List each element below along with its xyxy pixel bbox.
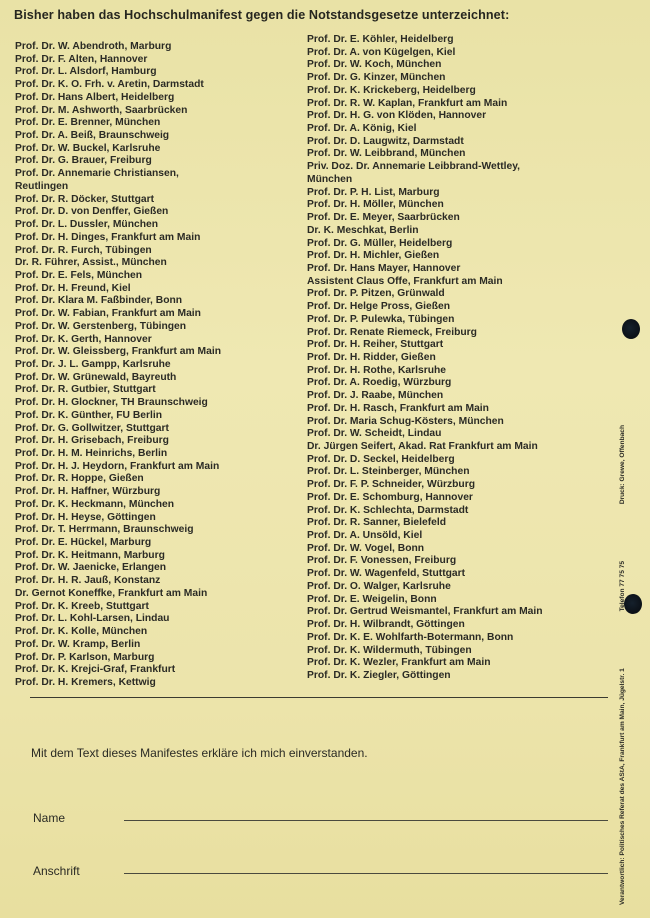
right-signatory-column [307, 34, 607, 683]
signatory-entry: Prof. Dr. Klara M. Faßbinder, Bonn [15, 295, 183, 307]
signatory-entry: Prof. Dr. A. Unsöld, Kiel [307, 530, 423, 542]
signatory-entry: Prof. Dr. L. Kohl-Larsen, Lindau [15, 613, 170, 625]
signatory-entry: Prof. Dr. Maria Schug-Kösters, München [307, 415, 504, 427]
signatory-entry: Prof. Dr. K. E. Wohlfarth-Botermann, Bonn [307, 631, 514, 643]
signatory-entry: Prof. Dr. E. Meyer, Saarbrücken [307, 212, 460, 224]
signatory-entry: Prof. Dr. J. L. Gampp, Karlsruhe [15, 358, 171, 370]
signatory-entry: Prof. Dr. W. Jaenicke, Erlangen [15, 562, 167, 574]
signatory-entry: Prof. Dr. E. Köhler, Heidelberg [307, 34, 454, 45]
signatory-entry: Prof. Dr. M. Ashworth, Saarbrücken [15, 104, 188, 116]
signatory-entry: Prof. Dr. E. Weigelin, Bonn [307, 593, 437, 605]
signatory-entry: Dr. Jürgen Seifert, Akad. Rat Frankfurt am Main [307, 441, 538, 452]
signatory-entry: Prof. Dr. W. Gerstenberg, Tübingen [15, 320, 187, 332]
signatory-entry: Dr. K. Meschkat, Berlin [307, 224, 419, 236]
signatory-entry: Prof. Dr. H. M. Heinrichs, Berlin [15, 448, 168, 459]
signatory-entry: Prof. Dr. K. Heitmann, Marburg [15, 549, 165, 561]
signatory-entry: Prof. Dr. K. Kreeb, Stuttgart [15, 600, 149, 612]
signatory-entry: Prof. Dr. W. Abendroth, Marburg [15, 41, 172, 52]
signatory-entry: Prof. Dr. W. Grünewald, Bayreuth [15, 371, 177, 383]
signatory-entry: Prof. Dr. Annemarie Christiansen, [15, 168, 179, 180]
signatory-entry: Prof. Dr. H. Möller, München [307, 199, 444, 211]
signatory-entry: Prof. Dr. H. Wilbrandt, Göttingen [307, 619, 465, 631]
signatory-entry: Prof. Dr. R. Furch, Tübingen [15, 244, 152, 256]
signatory-entry: Prof. Dr. H. Grisebach, Freiburg [15, 435, 169, 447]
signatory-entry: Prof. Dr. W. Leibbrand, München [307, 148, 466, 160]
signatory-entry: Prof. Dr. G. Kinzer, München [307, 72, 446, 84]
signatory-entry: Assistent Claus Offe, Frankfurt am Main [307, 275, 503, 287]
signatory-entry: Prof. Dr. W. Koch, München [307, 59, 442, 71]
signatory-entry: Prof. Dr. K. Gerth, Hannover [15, 333, 152, 345]
signatory-entry: Prof. Dr. K. Heckmann, München [15, 498, 175, 510]
signatory-entry: Prof. Dr. H. Michler, Gießen [307, 250, 440, 262]
signatory-entry: Prof. Dr. D. Laugwitz, Darmstadt [307, 135, 464, 147]
signatory-entry: Prof. Dr. K. Ziegler, Göttingen [307, 669, 451, 681]
signatory-entry: Prof. Dr. H. Dinges, Frankfurt am Main [15, 231, 201, 243]
signatory-entry: Prof. Dr. Renate Riemeck, Freiburg [307, 326, 477, 338]
signatory-entry: Prof. Dr. H. Freund, Kiel [15, 282, 131, 294]
signatory-entry: Prof. Dr. W. Scheidt, Lindau [307, 428, 442, 440]
signatory-entry: Prof. Dr. K. O. Frh. v. Aretin, Darmstadt [15, 79, 204, 91]
signatory-entry: Prof. Dr. P. Pulewka, Tübingen [307, 313, 455, 325]
signatory-entry: Prof. Dr. W. Buckel, Karlsruhe [15, 142, 161, 154]
signatory-entry: Prof. Dr. A. König, Kiel [307, 123, 417, 135]
heading: Bisher haben das Hochschulmanifest gegen die Notstandsgesetze unterzeichnet: [14, 8, 510, 22]
signatory-entry: Prof. Dr. A. Roedig, Würzburg [307, 377, 452, 389]
signatory-entry: Prof. Dr. A. von Kügelgen, Kiel [307, 46, 456, 58]
signatory-entry: Priv. Doz. Dr. Annemarie Leibbrand-Wettley, [307, 161, 521, 173]
signatory-entry: Prof. Dr. H. Ridder, Gießen [307, 351, 436, 363]
signatory-entry: Prof. Dr. T. Herrmann, Braunschweig [15, 524, 194, 536]
signatory-entry: Prof. Dr. W. Fabian, Frankfurt am Main [15, 308, 201, 320]
signatory-entry: Prof. Dr. W. Vogel, Bonn [307, 542, 425, 554]
signatory-entry: Prof. Dr. Helge Pross, Gießen [307, 301, 451, 313]
signatory-entry: Prof. Dr. H. G. von Klöden, Hannover [307, 110, 487, 122]
signatory-entry: Prof. Dr. R. Döcker, Stuttgart [15, 193, 155, 205]
signatory-entry: Prof. Dr. W. Kramp, Berlin [15, 638, 141, 650]
signatory-entry: Prof. Dr. G. Müller, Heidelberg [307, 237, 453, 249]
name-signature-line[interactable] [124, 820, 608, 821]
signatory-entry: Dr. Gernot Koneffke, Frankfurt am Main [15, 587, 208, 599]
imprint-printer: Druck: Grewe, Offenbach [619, 425, 626, 505]
signatory-entry: Prof. Dr. Gertrud Weismantel, Frankfurt am Main [307, 606, 543, 618]
signatory-entry: Prof. Dr. L. Steinberger, München [307, 466, 470, 478]
signatory-entry: Prof. Dr. K. Krejci-Graf, Frankfurt [15, 664, 176, 676]
signatory-entry: Prof. Dr. J. Raabe, München [307, 390, 444, 402]
address-signature-line[interactable] [124, 873, 608, 874]
signatory-entry: Prof. Dr. L. Dussler, München [15, 219, 159, 231]
name-label: Name [33, 811, 66, 825]
signatory-entry: Prof. Dr. E. Hückel, Marburg [15, 537, 152, 549]
signatory-entry: Prof. Dr. O. Walger, Karlsruhe [307, 580, 451, 592]
signatory-entry: Prof. Dr. K. Wildermuth, Tübingen [307, 644, 472, 656]
signatory-entry: Reutlingen [15, 180, 69, 192]
divider-line [30, 697, 608, 698]
signatory-entry: Prof. Dr. W. Gleissberg, Frankfurt am Main [15, 346, 221, 358]
signatory-entry: Prof. Dr. H. Reiher, Stuttgart [307, 339, 444, 351]
signatory-entry: Prof. Dr. R. Hoppe, Gießen [15, 473, 144, 485]
signatory-entry: Prof. Dr. A. Beiß, Braunschweig [15, 130, 170, 142]
signatory-entry: Prof. Dr. K. Kolle, München [15, 626, 148, 638]
signatory-entry: Prof. Dr. F. P. Schneider, Würzburg [307, 479, 476, 491]
signatory-entry: Prof. Dr. K. Krickeberg, Heidelberg [307, 84, 476, 96]
punch-hole-top [622, 319, 640, 339]
signatory-entry: Prof. Dr. P. Pitzen, Grünwald [307, 288, 445, 300]
signatory-entry: Prof. Dr. H. Haffner, Würzburg [15, 486, 161, 498]
signatory-entry: Prof. Dr. Hans Mayer, Hannover [307, 262, 461, 274]
signatory-entry: Prof. Dr. R. Sanner, Bielefeld [307, 517, 447, 529]
imprint-responsible: Verantwortlich: Politisches Referat des AStA, Frankfurt am Main, Jügelstr. 1 [619, 668, 626, 905]
signatory-entry: Prof. Dr. D. Seckel, Heidelberg [307, 453, 455, 465]
signatory-entry: München [307, 173, 353, 185]
address-label: Anschrift [33, 864, 80, 878]
signatory-entry: Prof. Dr. F. Alten, Hannover [15, 53, 148, 65]
signatory-entry: Prof. Dr. G. Brauer, Freiburg [15, 155, 152, 167]
signatory-entry: Prof. Dr. H. Glockner, TH Braunschweig [15, 397, 208, 409]
consent-statement: Mit dem Text dieses Manifestes erkläre ich mich einverstanden. [31, 746, 368, 760]
signatory-entry: Prof. Dr. P. Karlson, Marburg [15, 651, 155, 663]
signatory-entry: Prof. Dr. R. W. Kaplan, Frankfurt am Main [307, 97, 508, 109]
signatory-entry: Prof. Dr. E. Schomburg, Hannover [307, 491, 473, 503]
signatory-entry: Prof. Dr. H. Rothe, Karlsruhe [307, 364, 447, 376]
signatory-entry: Prof. Dr. K. Wezler, Frankfurt am Main [307, 657, 491, 669]
signatory-entry: Dr. R. Führer, Assist., München [15, 257, 167, 269]
signatory-entry: Prof. Dr. K. Günther, FU Berlin [15, 409, 163, 421]
signatory-entry: Prof. Dr. H. J. Heydorn, Frankfurt am Main [15, 460, 220, 472]
signatory-entry: Prof. Dr. Hans Albert, Heidelberg [15, 91, 175, 103]
punch-hole-bottom [624, 594, 642, 614]
signatory-entry: Prof. Dr. K. Schlechta, Darmstadt [307, 504, 469, 516]
signatory-entry: Prof. Dr. F. Vonessen, Freiburg [307, 555, 457, 567]
signatory-entry: Prof. Dr. W. Wagenfeld, Stuttgart [307, 568, 466, 580]
signatory-entry: Prof. Dr. G. Gollwitzer, Stuttgart [15, 422, 169, 434]
signatory-entry: Prof. Dr. L. Alsdorf, Hamburg [15, 66, 157, 78]
signatory-entry: Prof. Dr. H. Heyse, Göttingen [15, 511, 156, 523]
signatory-entry: Prof. Dr. H. Rasch, Frankfurt am Main [307, 402, 489, 414]
imprint-phone: Telefon 77 75 75 [619, 560, 626, 612]
printer-imprint [619, 425, 626, 905]
signatory-entry: Prof. Dr. D. von Denffer, Gießen [15, 206, 169, 218]
signatory-entry: Prof. Dr. H. Kremers, Kettwig [15, 676, 156, 688]
signatory-entry: Prof. Dr. E. Brenner, München [15, 117, 161, 129]
left-signatory-column [15, 41, 300, 690]
signatory-entry: Prof. Dr. E. Fels, München [15, 269, 143, 281]
signatory-entry: Prof. Dr. H. R. Jauß, Konstanz [15, 575, 161, 587]
signatory-entry: Prof. Dr. P. H. List, Marburg [307, 186, 440, 198]
signatory-entry: Prof. Dr. R. Gutbier, Stuttgart [15, 384, 156, 396]
